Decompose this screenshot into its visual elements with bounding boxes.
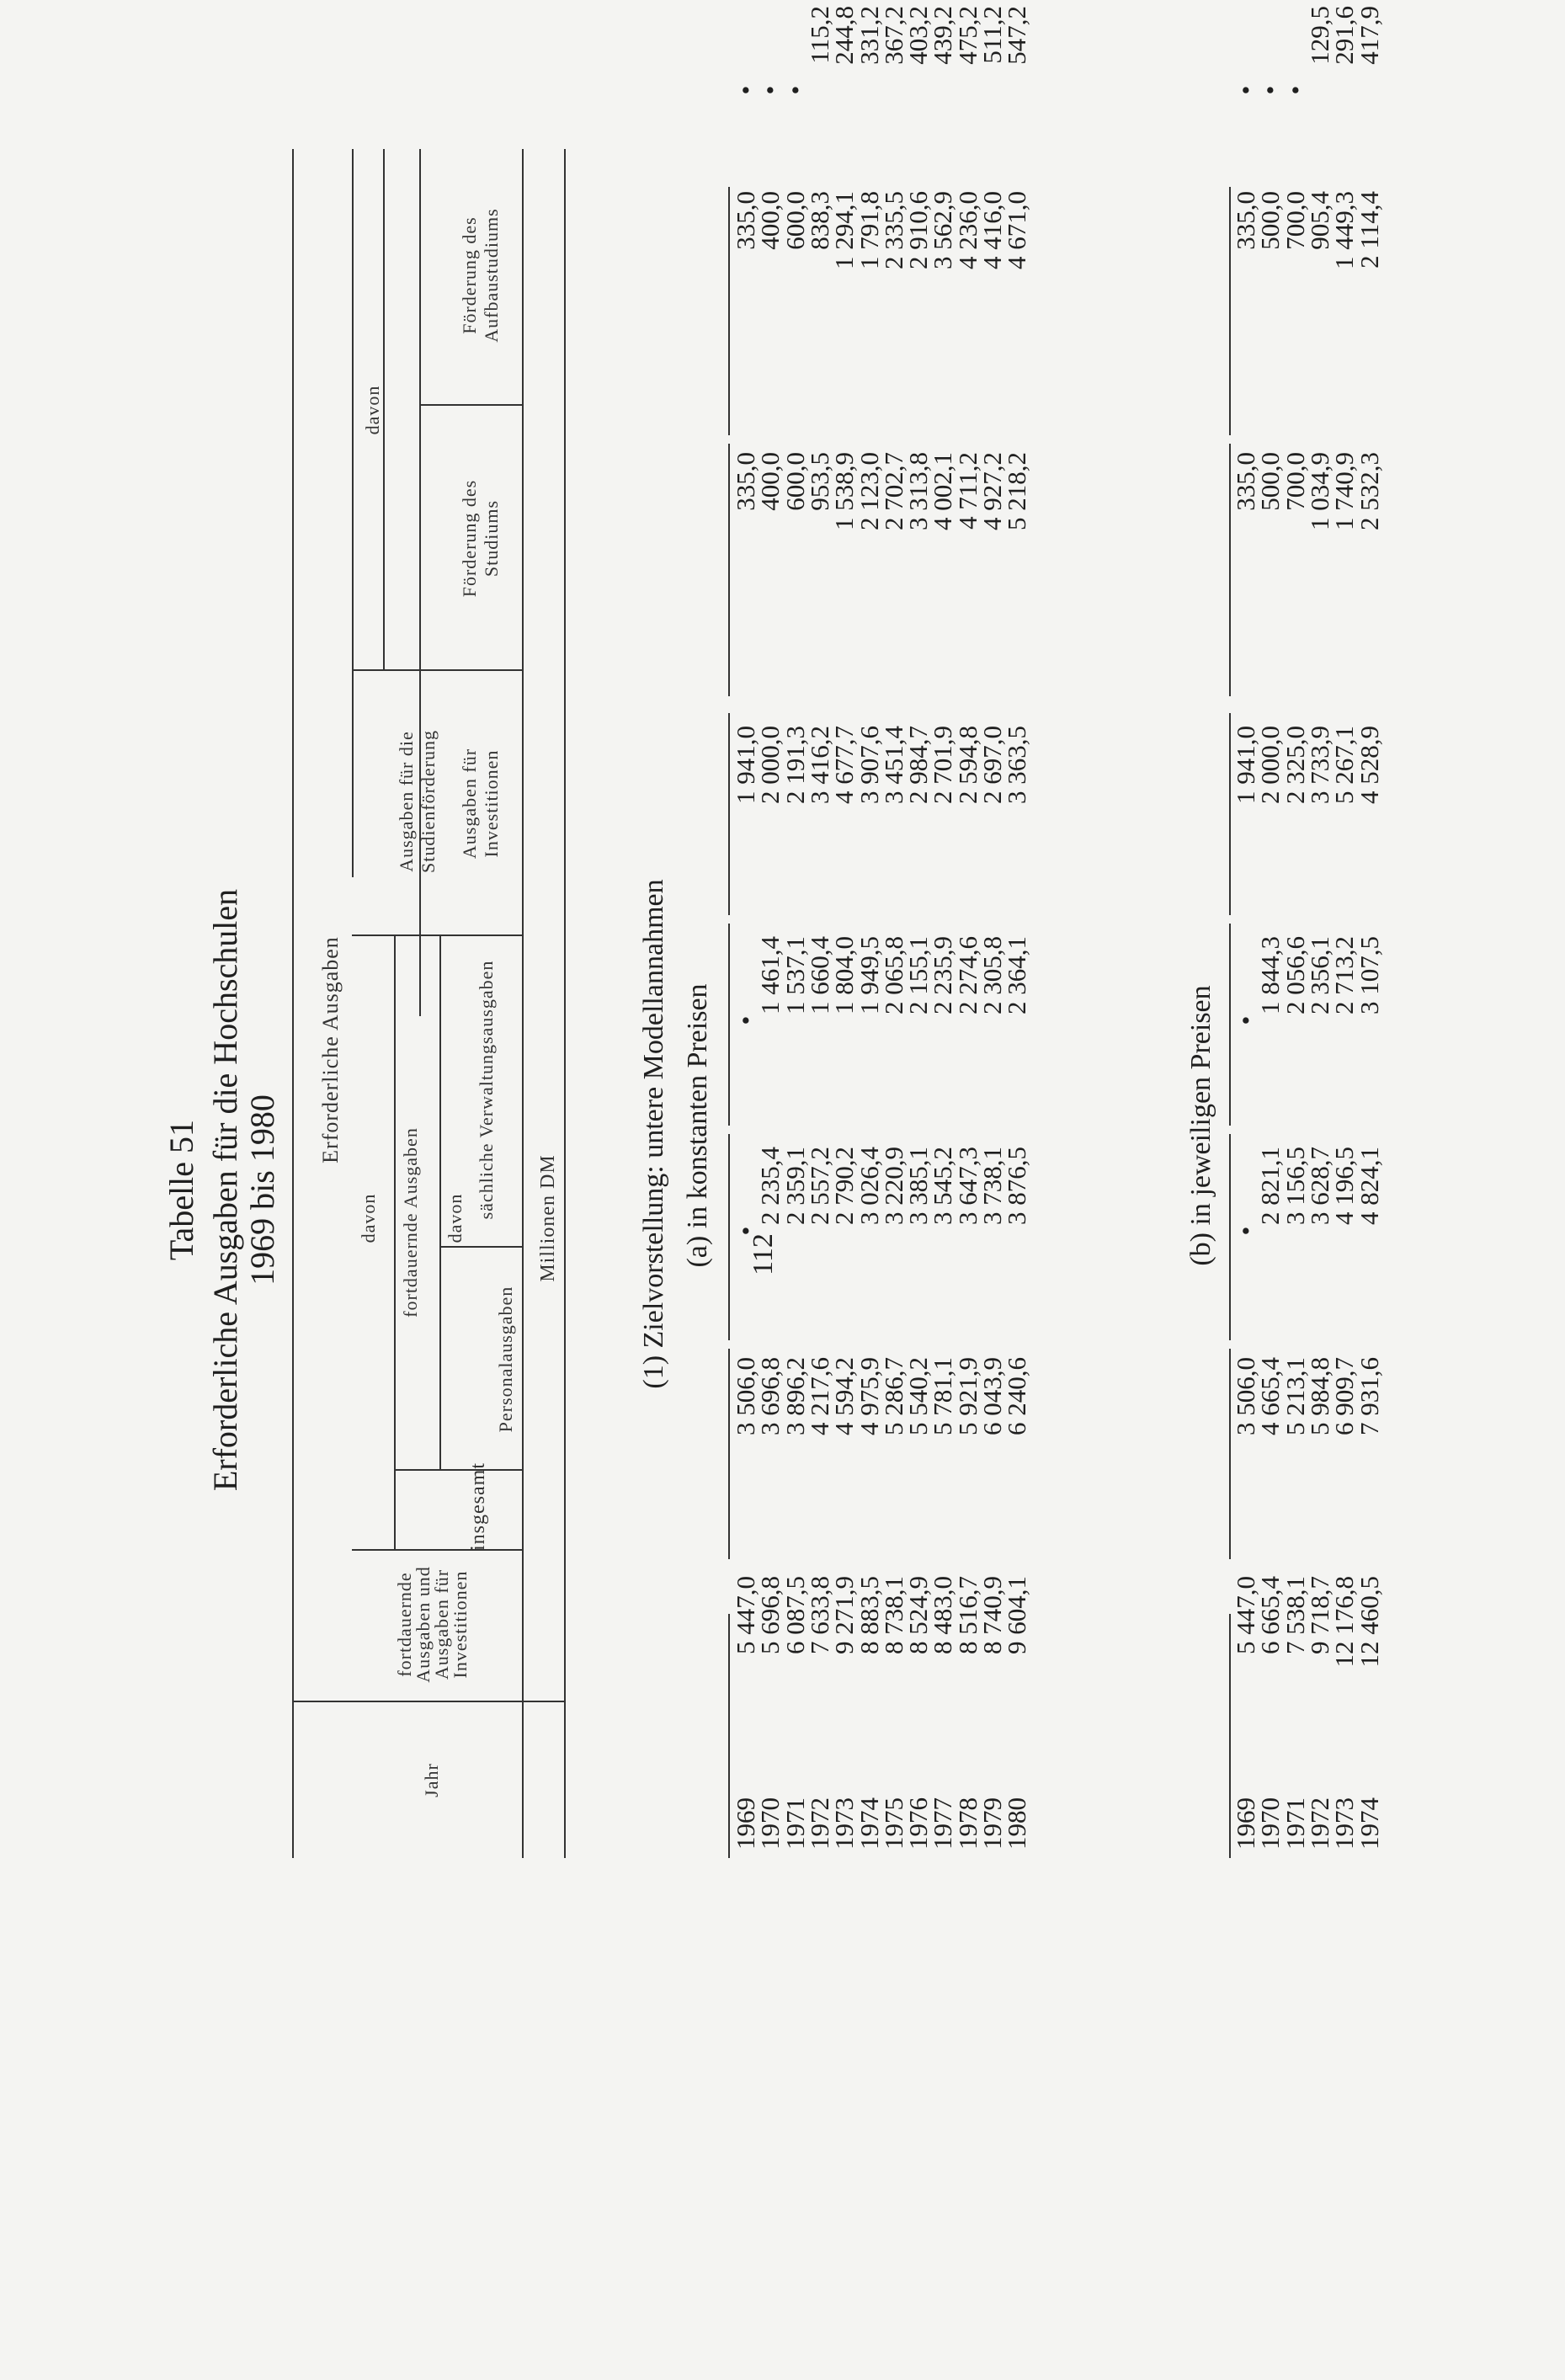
cell-saechlich: 2 364,1 xyxy=(1002,936,1032,1014)
cell-foerd-studium: 700,0 xyxy=(1280,191,1310,250)
cell-saechlich: 2 713,2 xyxy=(1329,936,1360,1014)
header-davon-1: davon xyxy=(358,1193,379,1243)
header-erforderliche: Erforderliche Ausgaben xyxy=(318,936,343,1163)
cell-studienfoerderung: 4 927,2 xyxy=(977,452,1007,530)
cell-fortd-invest: 5 696,8 xyxy=(755,1576,785,1654)
cell-personal: • xyxy=(731,1226,760,1236)
section-a-rule xyxy=(728,924,730,1126)
cell-fortd-invest: 9 271,9 xyxy=(829,1576,860,1654)
cell-personal: 3 156,5 xyxy=(1280,1147,1310,1225)
cell-investitionen: 3 451,4 xyxy=(878,726,908,804)
cell-year: 1970 xyxy=(755,1797,785,1850)
cell-fortd-invest: 8 516,7 xyxy=(952,1576,982,1654)
cell-year: 1974 xyxy=(854,1797,884,1850)
cell-personal: 2 359,1 xyxy=(780,1147,810,1225)
cell-year: 1976 xyxy=(903,1797,934,1850)
cell-foerd-studium: 2 114,4 xyxy=(1354,191,1384,269)
cell-year: 1979 xyxy=(977,1797,1007,1850)
header-investitionen: Ausgaben für Investitionen xyxy=(459,748,502,860)
cell-foerd-studium: 335,0 xyxy=(1231,191,1260,250)
cell-studienfoerderung: 700,0 xyxy=(1280,452,1310,511)
cell-saechlich: • xyxy=(731,1015,760,1025)
cell-insgesamt: 5 984,8 xyxy=(1304,1357,1334,1435)
cell-studienfoerderung: 2 123,0 xyxy=(854,452,884,530)
header-foerd-studium: Förderung des Studiums xyxy=(459,479,502,598)
cell-insgesamt: 4 594,2 xyxy=(829,1357,860,1435)
cell-fortd-invest: 6 087,5 xyxy=(780,1576,810,1654)
cell-investitionen: 3 416,2 xyxy=(804,726,834,804)
cell-foerd-studium: 335,0 xyxy=(731,191,760,250)
cell-investitionen: 2 325,0 xyxy=(1280,726,1310,804)
cell-fortd-invest: 6 665,4 xyxy=(1255,1576,1286,1654)
cell-saechlich: 1 949,5 xyxy=(854,936,884,1014)
cell-saechlich: 2 305,8 xyxy=(977,936,1007,1014)
cell-year: 1971 xyxy=(780,1797,810,1850)
cell-insgesamt: 3 696,8 xyxy=(755,1357,785,1435)
header-unit-rule xyxy=(564,149,566,1858)
cell-insgesamt: 6 043,9 xyxy=(977,1357,1007,1435)
cell-insgesamt: 3 506,0 xyxy=(731,1357,760,1435)
cell-studienfoerderung: 1 740,9 xyxy=(1329,452,1360,530)
cell-insgesamt: 6 909,7 xyxy=(1329,1357,1360,1435)
section-a-rule xyxy=(728,713,730,915)
header-erforderliche-rule xyxy=(352,149,354,877)
cell-foerd-aufbau: • xyxy=(1280,85,1310,95)
cell-fortd-invest: 7 538,1 xyxy=(1280,1576,1310,1654)
header-fortd-invest: fortdauernde Ausgaben und Ausgaben für Investitionen xyxy=(394,1566,471,1683)
cell-personal: 3 628,7 xyxy=(1304,1147,1334,1225)
cell-personal: 2 235,4 xyxy=(755,1147,785,1225)
table-title: Erforderliche Ausgaben für die Hochschulen xyxy=(206,888,244,1492)
cell-investitionen: 3 907,6 xyxy=(854,726,884,804)
header-foerd-aufbau: Förderung des Aufbaustudiums xyxy=(459,208,502,343)
cell-foerd-studium: 838,3 xyxy=(804,191,834,250)
cell-investitionen: 4 528,9 xyxy=(1354,726,1384,804)
cell-foerd-aufbau: 367,2 xyxy=(878,6,908,65)
cell-personal: • xyxy=(1231,1226,1260,1236)
header-bottom-rule xyxy=(522,149,524,1858)
cell-saechlich: 2 056,6 xyxy=(1280,936,1310,1014)
cell-personal: 2 821,1 xyxy=(1255,1147,1286,1225)
cell-personal: 3 738,1 xyxy=(977,1147,1007,1225)
cell-foerd-aufbau: • xyxy=(1255,85,1286,95)
cell-insgesamt: 4 217,6 xyxy=(804,1357,834,1435)
cell-foerd-studium: 2 910,6 xyxy=(903,191,934,269)
cell-investitionen: 1 941,0 xyxy=(731,726,760,804)
cell-investitionen: 2 191,3 xyxy=(780,726,810,804)
cell-year: 1972 xyxy=(804,1797,834,1850)
cell-foerd-studium: 400,0 xyxy=(755,191,785,250)
cell-foerd-studium: 2 335,5 xyxy=(878,191,908,269)
cell-studienfoerderung: 4 002,1 xyxy=(928,452,958,530)
cell-personal: 3 545,2 xyxy=(928,1147,958,1225)
cell-fortd-invest: 8 740,9 xyxy=(977,1576,1007,1654)
cell-foerd-aufbau: • xyxy=(780,85,810,95)
cell-year: 1975 xyxy=(878,1797,908,1850)
cell-insgesamt: 5 540,2 xyxy=(903,1357,934,1435)
cell-fortd-invest: 8 883,5 xyxy=(854,1576,884,1654)
header-top-rule xyxy=(292,149,294,1858)
cell-fortd-invest: 5 447,0 xyxy=(731,1576,760,1654)
cell-year: 1969 xyxy=(731,1797,760,1850)
header-personal: Personalausgaben xyxy=(495,1286,516,1433)
cell-investitionen: 3 363,5 xyxy=(1002,726,1032,804)
cell-saechlich: 2 235,9 xyxy=(928,936,958,1014)
section-heading-1: (1) Zielvorstellung: untere Modellannahmen xyxy=(638,879,669,1389)
cell-studienfoerderung: 4 711,2 xyxy=(952,452,982,530)
cell-foerd-aufbau: 439,2 xyxy=(928,6,958,65)
header-inner-rule xyxy=(394,936,396,1551)
cell-investitionen: 5 267,1 xyxy=(1329,726,1360,804)
cell-foerd-studium: 600,0 xyxy=(780,191,810,250)
cell-saechlich: 2 065,8 xyxy=(878,936,908,1014)
cell-foerd-aufbau: 331,2 xyxy=(854,6,884,65)
cell-personal: 4 824,1 xyxy=(1354,1147,1384,1225)
cell-investitionen: 4 677,7 xyxy=(829,726,860,804)
cell-investitionen: 2 000,0 xyxy=(1255,726,1286,804)
cell-foerd-studium: 3 562,9 xyxy=(928,191,958,269)
cell-year: 1973 xyxy=(1329,1797,1360,1850)
cell-foerd-studium: 1 449,3 xyxy=(1329,191,1360,269)
cell-studienfoerderung: 2 702,7 xyxy=(878,452,908,530)
subsection-heading-a: (a) in konstanten Preisen xyxy=(682,983,713,1268)
header-studienfoerderung: Ausgaben für die Studienförderung xyxy=(396,730,439,873)
cell-foerd-studium: 1 294,1 xyxy=(829,191,860,269)
table-number: Tabelle 51 xyxy=(162,1119,200,1261)
cell-foerd-aufbau: 475,2 xyxy=(952,6,982,65)
cell-saechlich: 2 274,6 xyxy=(952,936,982,1014)
cell-studienfoerderung: 335,0 xyxy=(1231,452,1260,511)
cell-studienfoerderung: 600,0 xyxy=(780,452,810,511)
header-jahr: Jahr xyxy=(421,1763,442,1797)
cell-fortd-invest: 8 738,1 xyxy=(878,1576,908,1654)
cell-insgesamt: 5 921,9 xyxy=(952,1357,982,1435)
header-saechlich: sächliche Verwaltungsausgaben xyxy=(476,960,497,1220)
cell-studienfoerderung: 953,5 xyxy=(804,452,834,511)
cell-personal: 2 557,2 xyxy=(804,1147,834,1225)
header-davon2-rule xyxy=(439,936,441,1471)
vline-aufbau xyxy=(421,404,522,406)
cell-foerd-aufbau: 291,6 xyxy=(1329,6,1360,65)
cell-foerd-studium: 1 791,8 xyxy=(854,191,884,269)
cell-foerd-aufbau: 129,5 xyxy=(1304,6,1334,65)
cell-fortd-invest: 12 176,8 xyxy=(1329,1576,1360,1668)
header-fortdauernde: fortdauernde Ausgaben xyxy=(400,1127,421,1318)
subsection-heading-b: (b) in jeweiligen Preisen xyxy=(1185,985,1216,1266)
cell-studienfoerderung: 2 532,3 xyxy=(1354,452,1384,530)
cell-saechlich: 1 461,4 xyxy=(755,936,785,1014)
cell-insgesamt: 4 665,4 xyxy=(1255,1357,1286,1435)
cell-investitionen: 2 594,8 xyxy=(952,726,982,804)
cell-insgesamt: 3 506,0 xyxy=(1231,1357,1260,1435)
cell-personal: 3 026,4 xyxy=(854,1147,884,1225)
cell-foerd-studium: 500,0 xyxy=(1255,191,1286,250)
cell-foerd-aufbau: 244,8 xyxy=(829,6,860,65)
cell-investitionen: 2 697,0 xyxy=(977,726,1007,804)
section-a-rule xyxy=(728,1134,730,1340)
page-number: 112 xyxy=(748,1233,779,1275)
cell-studienfoerderung: 335,0 xyxy=(731,452,760,511)
cell-foerd-aufbau: • xyxy=(1231,85,1260,95)
cell-personal: 4 196,5 xyxy=(1329,1147,1360,1225)
cell-personal: 3 220,9 xyxy=(878,1147,908,1225)
cell-year: 1971 xyxy=(1280,1797,1310,1850)
cell-foerd-aufbau: 403,2 xyxy=(903,6,934,65)
cell-insgesamt: 5 213,1 xyxy=(1280,1357,1310,1435)
table-period: 1969 bis 1980 xyxy=(243,1094,281,1286)
cell-year: 1969 xyxy=(1231,1797,1260,1850)
section-a-rule xyxy=(728,1614,730,1858)
cell-personal: 3 385,1 xyxy=(903,1147,934,1225)
cell-insgesamt: 3 896,2 xyxy=(780,1357,810,1435)
cell-insgesamt: 5 286,7 xyxy=(878,1357,908,1435)
cell-year: 1970 xyxy=(1255,1797,1286,1850)
cell-investitionen: 2 701,9 xyxy=(928,726,958,804)
cell-saechlich: 1 844,3 xyxy=(1255,936,1286,1014)
header-davon-2: davon xyxy=(444,1193,466,1243)
cell-foerd-aufbau: 511,2 xyxy=(977,6,1007,64)
section-a-rule xyxy=(728,1349,730,1559)
cell-fortd-invest: 5 447,0 xyxy=(1231,1576,1260,1654)
cell-fortd-invest: 8 483,0 xyxy=(928,1576,958,1654)
cell-studienfoerderung: 1 538,9 xyxy=(829,452,860,530)
cell-year: 1977 xyxy=(928,1797,958,1850)
cell-studienfoerderung: 500,0 xyxy=(1255,452,1286,511)
cell-foerd-aufbau: 547,2 xyxy=(1002,6,1032,65)
cell-investitionen: 1 941,0 xyxy=(1231,726,1260,804)
cell-year: 1974 xyxy=(1354,1797,1384,1850)
cell-saechlich: • xyxy=(1231,1015,1260,1025)
cell-studienfoerderung: 400,0 xyxy=(755,452,785,511)
cell-saechlich: 3 107,5 xyxy=(1354,936,1384,1014)
cell-studienfoerderung: 1 034,9 xyxy=(1304,452,1334,530)
cell-saechlich: 2 356,1 xyxy=(1304,936,1334,1014)
cell-saechlich: 2 155,1 xyxy=(903,936,934,1014)
cell-saechlich: 1 660,4 xyxy=(804,936,834,1014)
cell-studienfoerderung: 5 218,2 xyxy=(1002,452,1032,530)
cell-year: 1978 xyxy=(952,1797,982,1850)
cell-fortd-invest: 12 460,5 xyxy=(1354,1576,1384,1668)
cell-personal: 3 647,3 xyxy=(952,1147,982,1225)
cell-foerd-studium: 905,4 xyxy=(1304,191,1334,250)
header-fortd-rule xyxy=(419,999,421,1016)
cell-year: 1972 xyxy=(1304,1797,1334,1850)
header-unit: Millionen DM xyxy=(537,1154,559,1282)
cell-fortd-invest: 7 633,8 xyxy=(804,1576,834,1654)
cell-investitionen: 3 733,9 xyxy=(1304,726,1334,804)
cell-year: 1973 xyxy=(829,1797,860,1850)
cell-foerd-aufbau: • xyxy=(731,85,760,95)
cell-foerd-studium: 4 671,0 xyxy=(1002,191,1032,269)
cell-insgesamt: 5 781,1 xyxy=(928,1357,958,1435)
header-davon-3: davon xyxy=(362,385,383,435)
cell-studienfoerderung: 3 313,8 xyxy=(903,452,934,530)
cell-insgesamt: 7 931,6 xyxy=(1354,1357,1384,1435)
section-a-rule xyxy=(728,187,730,435)
cell-year: 1980 xyxy=(1002,1797,1032,1850)
cell-foerd-aufbau: • xyxy=(755,85,785,95)
cell-investitionen: 2 984,7 xyxy=(903,726,934,804)
cell-fortd-invest: 8 524,9 xyxy=(903,1576,934,1654)
section-a-rule xyxy=(728,444,730,696)
cell-foerd-studium: 4 236,0 xyxy=(952,191,982,269)
cell-saechlich: 1 537,1 xyxy=(780,936,810,1014)
cell-foerd-studium: 4 416,0 xyxy=(977,191,1007,269)
cell-saechlich: 1 804,0 xyxy=(829,936,860,1014)
cell-fortd-invest: 9 718,7 xyxy=(1304,1576,1334,1654)
cell-insgesamt: 6 240,6 xyxy=(1002,1357,1032,1435)
header-insgesamt: insgesamt xyxy=(467,1462,489,1551)
cell-personal: 2 790,2 xyxy=(829,1147,860,1225)
cell-investitionen: 2 000,0 xyxy=(755,726,785,804)
cell-personal: 3 876,5 xyxy=(1002,1147,1032,1225)
cell-foerd-aufbau: 115,2 xyxy=(804,6,834,64)
cell-foerd-aufbau: 417,9 xyxy=(1354,6,1384,65)
cell-insgesamt: 4 975,9 xyxy=(854,1357,884,1435)
cell-fortd-invest: 9 604,1 xyxy=(1002,1576,1032,1654)
